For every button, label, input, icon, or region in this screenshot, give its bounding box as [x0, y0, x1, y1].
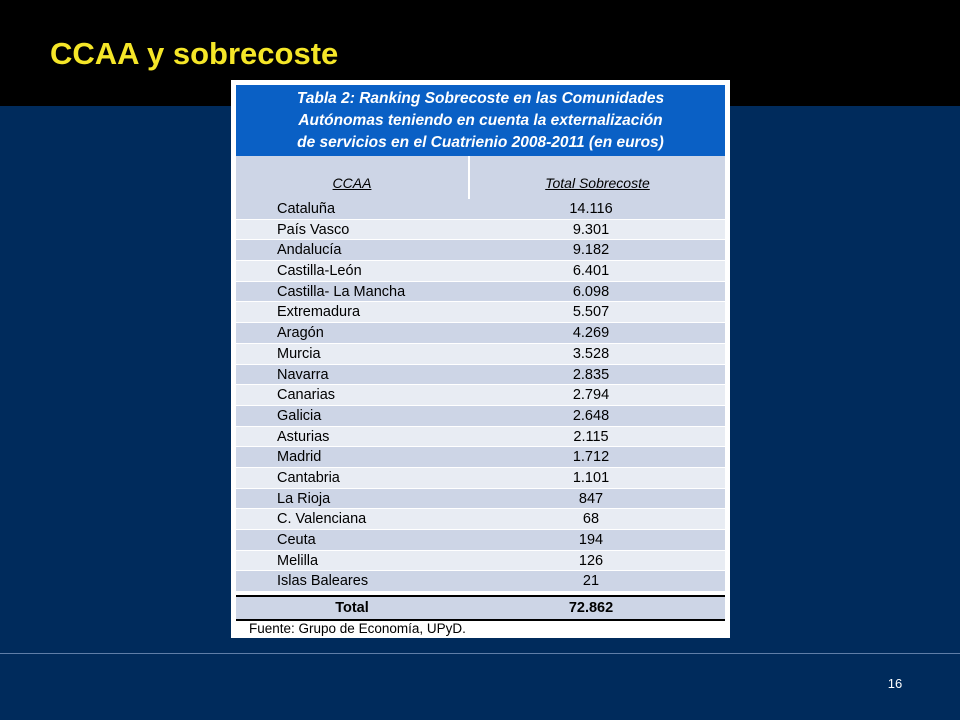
table-row: [236, 406, 725, 427]
cost-value: 3.528: [572, 345, 610, 362]
cost-value: 68: [582, 511, 600, 528]
cost-value: 9.301: [572, 221, 610, 238]
cost-value: 2.648: [572, 407, 610, 424]
cost-value: 4.269: [572, 325, 610, 342]
cost-value: 1.101: [572, 469, 610, 486]
cost-value: 6.401: [572, 263, 610, 280]
region-name: Cataluña: [277, 201, 336, 217]
cost-value: 126: [578, 552, 604, 569]
region-name: Andalucía: [277, 242, 342, 259]
region-name: Murcia: [277, 345, 321, 362]
region-name: Cantabria: [277, 469, 340, 486]
region-name: Ceuta: [277, 532, 316, 548]
table-row: [236, 365, 725, 386]
cost-value: 5.507: [572, 304, 610, 321]
footer-divider: [0, 653, 960, 654]
cost-value: 2.115: [573, 428, 609, 445]
slide-title: CCAA y sobrecoste: [50, 36, 339, 71]
caption-line: de servicios en el Cuatrienio 2008-2011 (en euros): [297, 134, 664, 151]
region-name: Aragón: [277, 325, 324, 342]
table-row: [236, 571, 725, 592]
region-name: Castilla- La Mancha: [277, 283, 406, 300]
table-row: [236, 530, 725, 551]
column-header-ccaa: CCAA: [332, 175, 372, 191]
table-row: [236, 261, 725, 282]
region-name: La Rioja: [277, 490, 331, 507]
table-row: [236, 220, 725, 241]
cost-value: 21: [582, 573, 600, 590]
table-row: [236, 302, 725, 323]
cost-value: 1.712: [572, 449, 610, 466]
region-name: Islas Baleares: [277, 573, 369, 590]
source-note: Fuente: Grupo de Economía, UPyD.: [249, 621, 466, 636]
table-row: [236, 489, 725, 510]
table-row: [236, 323, 725, 344]
region-name: Melilla: [277, 552, 319, 569]
table-row: [236, 551, 725, 572]
region-name: País Vasco: [277, 221, 350, 238]
region-name: Castilla-León: [277, 263, 362, 280]
region-name: Canarias: [277, 387, 336, 404]
table-caption: [236, 85, 725, 156]
total-row: [236, 595, 725, 621]
region-name: Galicia: [277, 407, 322, 424]
table-row: [236, 344, 725, 365]
page-number: 16: [887, 676, 903, 691]
table-row: [236, 509, 725, 530]
region-name: Asturias: [277, 428, 330, 445]
table-row: [236, 385, 725, 406]
cost-value: 14.116: [569, 201, 613, 217]
caption-line: Autónomas teniendo en cuenta la externalización: [298, 112, 663, 129]
cost-value: 9.182: [572, 242, 610, 259]
table-panel: [231, 80, 730, 638]
cost-value: 6.098: [572, 283, 610, 300]
table-row: [236, 427, 725, 448]
cost-value: 2.835: [572, 366, 610, 383]
region-name: C. Valenciana: [277, 511, 367, 528]
caption-line: Tabla 2: Ranking Sobrecoste en las Comunidades: [296, 90, 665, 107]
region-name: Madrid: [277, 449, 322, 466]
region-name: Navarra: [277, 366, 329, 383]
column-header-total: Total Sobrecoste: [545, 175, 650, 191]
table-row: [236, 199, 725, 220]
table-row: [236, 282, 725, 303]
cost-value: 194: [578, 532, 604, 548]
table-row: [236, 240, 725, 261]
table-body: [236, 199, 725, 592]
total-value: 72.862: [568, 600, 614, 616]
total-label: Total: [335, 600, 369, 616]
table-row: [236, 447, 725, 468]
region-name: Extremadura: [277, 304, 361, 321]
cost-value: 2.794: [572, 387, 610, 404]
cost-value: 847: [578, 490, 604, 507]
table-row: [236, 468, 725, 489]
